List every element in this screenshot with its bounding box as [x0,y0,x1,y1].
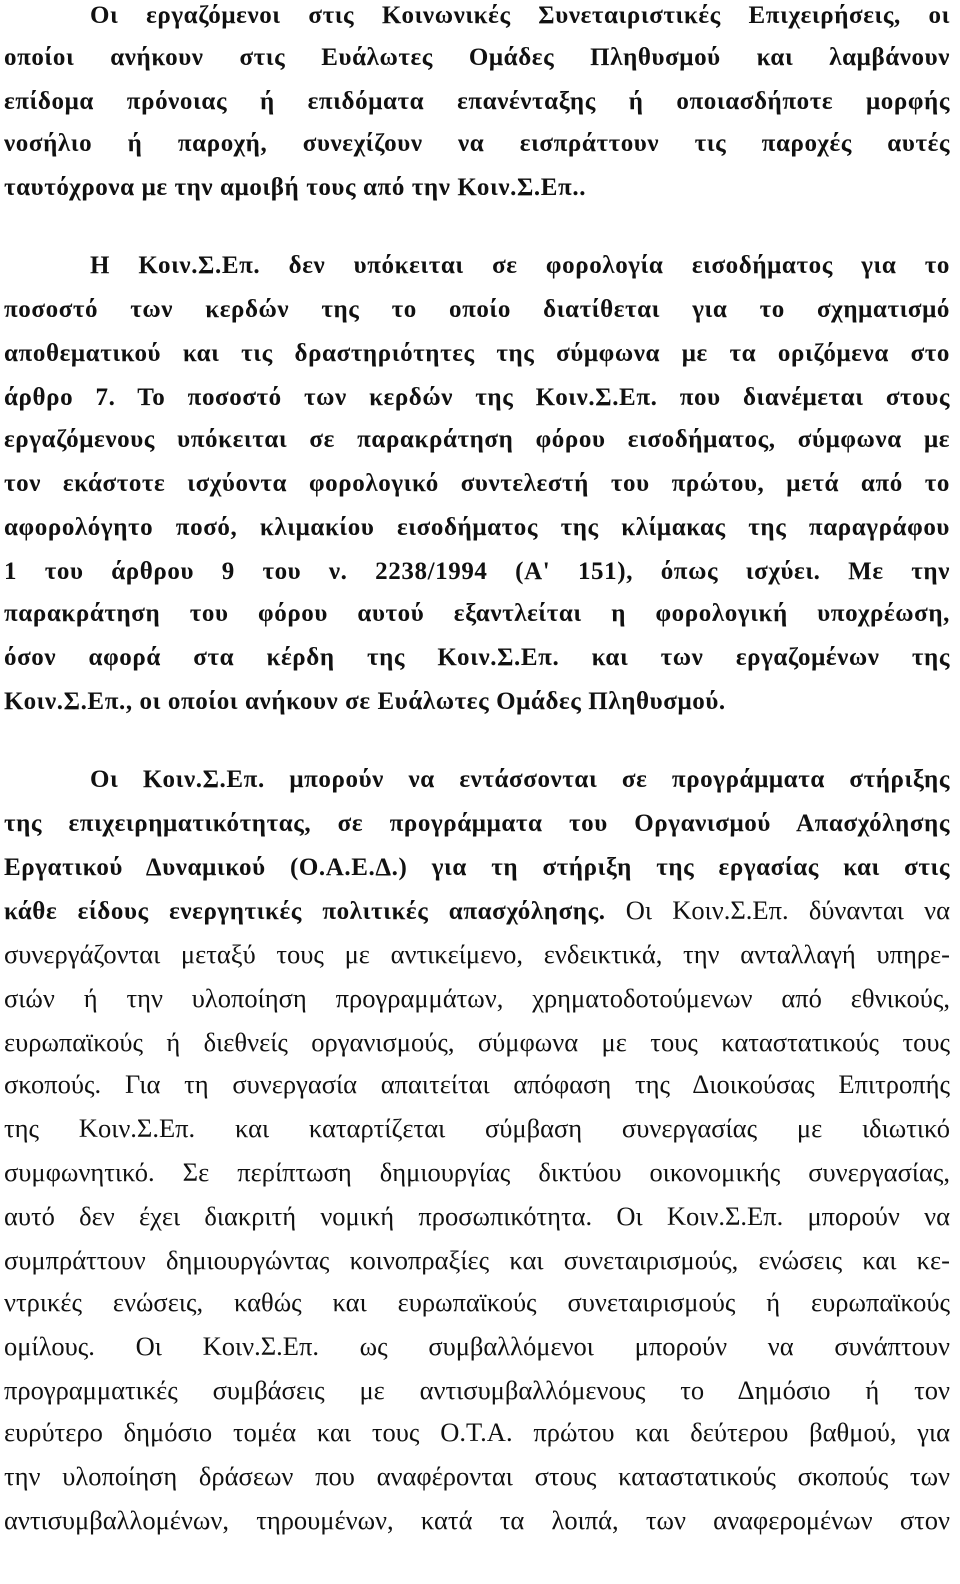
text-line: ομίλους. Οι Κοιν.Σ.Επ. ως συμβαλλόμενοι μπορούν να συνάπτουν [4,1331,950,1361]
text-line: Εργατικού Δυναμικού (Ο.Α.Ε.Δ.) για τη στήριξη της εργασίας και στις [4,854,950,881]
text-line: Κοιν.Σ.Επ., οι οποίοι ανήκουν σε Ευάλωτες Ομάδες Πληθυσμού. [4,688,726,715]
text-line: συμπράττουν δημιουργώντας κοινοπραξίες και συνεταιρισμούς, ενώσεις και κε- [4,1245,950,1275]
text-line: σκοπούς. Για τη συνεργασία απαιτείται απόφαση της Διοικούσας Επιτροπής [4,1069,950,1099]
text-line: συνεργάζονται μεταξύ τους με αντικείμενο, ενδεικτικά, την ανταλλαγή υπηρε- [4,939,950,969]
text-line: την υλοποίηση δράσεων που αναφέρονται στους καταστατικούς σκοπούς των [4,1461,950,1491]
text-line-mixed [4,890,950,930]
text-line: Οι εργαζόμενοι στις Κοινωνικές Συνεταιριστικές Επιχειρήσεις, οι [90,2,950,29]
text-line: προγραμματικές συμβάσεις με αντισυμβαλλόμενους το Δημόσιο ή τον [4,1375,950,1405]
text-line: 1 του άρθρου 9 του ν. 2238/1994 (Α' 151), όπως ισχύει. Με την [4,558,950,585]
text-line: αντισυμβαλλομένων, τηρουμένων, κατά τα λοιπά, των αναφερομένων στον [4,1505,950,1535]
text-line: αποθεματικού και τις δραστηριότητες της σύμφωνα με τα οριζόμενα στο [4,340,950,367]
text-line: της επιχειρηματικότητας, σε προγράμματα του Οργανισμού Απασχόλησης [4,810,950,837]
text-line: ευρωπαϊκούς ή διεθνείς οργανισμούς, σύμφωνα με τους καταστατικούς τους [4,1027,950,1057]
text-line: ταυτόχρονα με την αμοιβή τους από την Κοιν.Σ.Επ.. [4,174,587,201]
text-line: συμφωνητικό. Σε περίπτωση δημιουργίας δικτύου οικονομικής συνεργασίας, [4,1157,950,1187]
text-line: σιών ή την υλοποίηση προγραμμάτων, χρηματοδοτούμενων από εθνικούς, [4,983,950,1013]
text-line: επίδομα πρόνοιας ή επιδόματα επανένταξης ή οποιασδήποτε μορφής [4,88,950,115]
text-line: ευρύτερο δημόσιο τομέα και τους Ο.Τ.Α. πρώτου και δεύτερου βαθμού, για [4,1417,950,1447]
text-run-normal: Οι Κοιν.Σ.Επ. δύνανται να [625,895,950,925]
text-line: ποσοστό των κερδών της το οποίο διατίθεται για το σχηματισμό [4,296,950,323]
text-line: όσον αφορά στα κέρδη της Κοιν.Σ.Επ. και των εργαζομένων της [4,644,950,671]
text-line: οποίοι ανήκουν στις Ευάλωτες Ομάδες Πληθυσμού και λαμβάνουν [4,44,950,71]
text-line: αφορολόγητο ποσό, κλιμακίου εισοδήματος της κλίμακας της παραγράφου [4,514,950,541]
text-line: εργαζόμενους υπόκειται σε παρακράτηση φόρου εισοδήματος, σύμφωνα με [4,426,950,453]
text-line: ντρικές ενώσεις, καθώς και ευρωπαϊκούς συνεταιρισμούς ή ευρωπαϊκούς [4,1287,950,1317]
text-line: άρθρο 7. Το ποσοστό των κερδών της Κοιν.Σ.Επ. που διανέμεται στους [4,384,950,411]
text-line: νοσήλιο ή παροχή, συνεχίζουν να εισπράττουν τις παροχές αυτές [4,130,950,157]
text-line: αυτό δεν έχει διακριτή νομική προσωπικότητα. Οι Κοιν.Σ.Επ. μπορούν να [4,1201,950,1231]
text-line: τον εκάστοτε ισχύοντα φορολογικό συντελεστή του πρώτου, μετά από το [4,470,950,497]
text-line: της Κοιν.Σ.Επ. και καταρτίζεται σύμβαση συνεργασίας με ιδιωτικό [4,1113,950,1143]
text-run-bold: κάθε είδους ενεργητικές πολιτικές απασχόλησης. [4,898,606,925]
text-line: Η Κοιν.Σ.Επ. δεν υπόκειται σε φορολογία εισοδήματος για το [90,252,950,279]
text-line: Οι Κοιν.Σ.Επ. μπορούν να εντάσσονται σε προγράμματα στήριξης [90,766,950,793]
text-line: παρακράτηση του φόρου αυτού εξαντλείται η φορολογική υποχρέωση, [4,600,950,627]
